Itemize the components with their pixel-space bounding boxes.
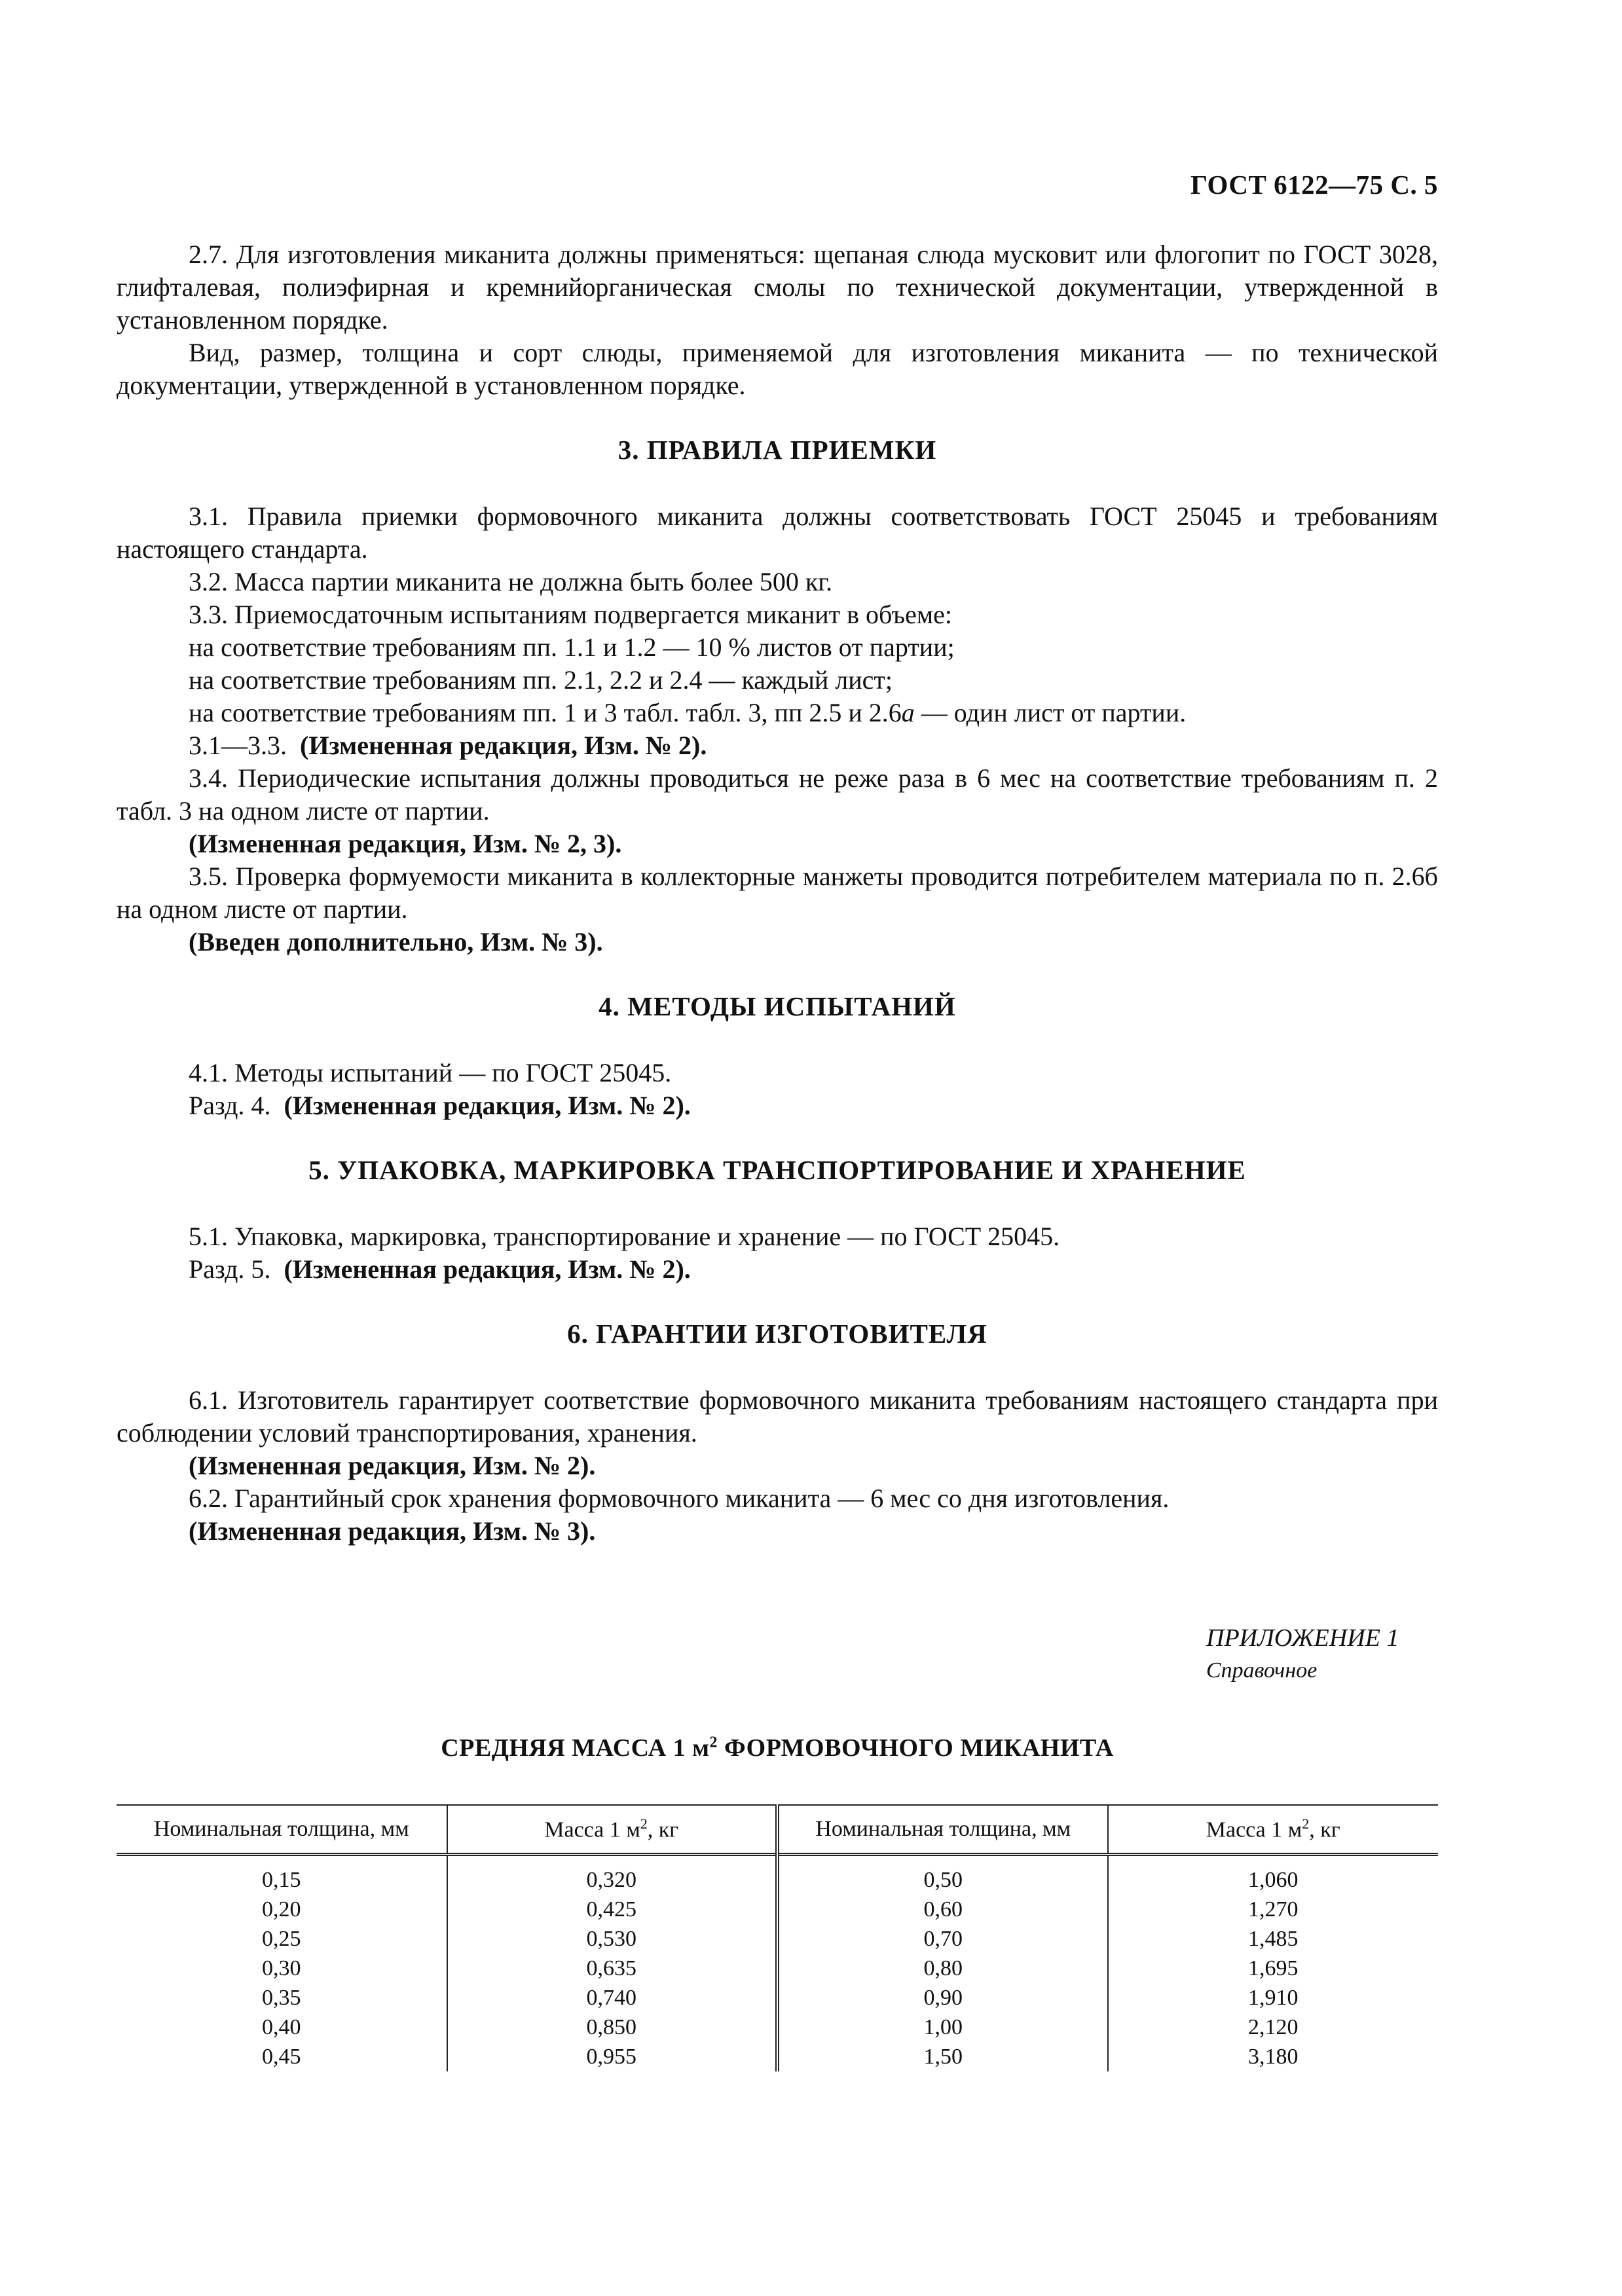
amendment-section-5 (117, 1253, 1438, 1286)
table-title-text: СРЕДНЯЯ МАССА 1 м (441, 1734, 710, 1762)
header-mass-unit: , кг (1309, 1817, 1340, 1842)
header-thickness-1: Номинальная толщина, мм (117, 1805, 447, 1855)
table-title-tail: ФОРМОВОЧНОГО МИКАНИТА (718, 1734, 1114, 1762)
paragraph-5-1: 5.1. Упаковка, маркировка, транспортирование и хранение — по ГОСТ 25045. (189, 1222, 1060, 1251)
table-cell: 0,25 (117, 1924, 447, 1954)
table-cell: 0,635 (447, 1954, 778, 1983)
table-row (117, 1983, 1438, 2013)
amendment-section-4 (117, 1089, 1438, 1122)
amendment-ref: Разд. 5. (189, 1254, 271, 1284)
table-cell: 1,060 (1248, 1868, 1299, 1892)
table-cell: 0,35 (117, 1983, 447, 2013)
paragraph-3-3-c-text: на соответствие требованиям пп. 1 и 3 табл. табл. 3, пп 2.5 и 2.6 (189, 698, 902, 727)
table-cell: 0,80 (777, 1954, 1108, 1983)
table-cell: 1,50 (777, 2042, 1108, 2071)
header-mass-text: Масса 1 м (1206, 1817, 1302, 1842)
amendment-3-1-3-3 (117, 729, 1438, 762)
table-cell: 0,740 (447, 1983, 778, 2013)
paragraph-3-3-c-italic: а (901, 698, 915, 727)
appendix-subtitle: Справочное (1206, 1658, 1318, 1683)
table-row (117, 1954, 1438, 1983)
table-row (117, 2042, 1438, 2071)
table-cell: 0,425 (447, 1895, 778, 1924)
paragraph-6-1: 6.1. Изготовитель гарантирует соответствие формовочного миканита требованиям настоящего стандарта при соблюдении условий транспортирования, хранения. (117, 1385, 1438, 1448)
paragraph-3-1: 3.1. Правила приемки формовочного миканита должны соответствовать ГОСТ 25045 и требованиям настоящего стандарта. (117, 501, 1438, 564)
header-thickness-2: Номинальная толщина, мм (777, 1805, 1108, 1855)
table-cell: 1,485 (1248, 1927, 1299, 1951)
table-cell: 0,850 (447, 2013, 778, 2042)
paragraph-3-2: 3.2. Масса партии миканита не должна быть более 500 кг. (189, 567, 833, 596)
section-5-heading: 5. УПАКОВКА, МАРКИРОВКА ТРАНСПОРТИРОВАНИЕ И ХРАНЕНИЕ (308, 1155, 1246, 1185)
table-cell: 1,270 (1248, 1897, 1299, 1922)
table-cell: 1,00 (777, 2013, 1108, 2042)
amendment-3-5: (Введен дополнительно, Изм. № 3). (189, 927, 603, 957)
paragraph-3-3-c (117, 697, 1438, 729)
table-title (117, 1734, 1438, 1762)
running-head: ГОСТ 6122—75 С. 5 (1190, 170, 1438, 200)
table-cell: 0,15 (117, 1855, 447, 1895)
amendment-ref: Разд. 4. (189, 1091, 271, 1120)
paragraph-3-4: 3.4. Периодические испытания должны проводиться не реже раза в 6 мес на соответствие требованиям п. 2 табл. 3 на одном листе от партии. (117, 763, 1438, 826)
paragraph-3-3-b: на соответствие требованиям пп. 2.1, 2.2 и 2.4 — каждый лист; (189, 665, 893, 695)
header-mass-unit: , кг (647, 1817, 679, 1842)
table-cell: 0,30 (117, 1954, 447, 1983)
paragraph-3-3-c-tail: — один лист от партии. (914, 698, 1187, 727)
paragraph-2-7-b: Вид, размер, толщина и сорт слюды, применяемой для изготовления миканита — по технической документации, утвержденной в установленном порядке. (117, 338, 1438, 400)
paragraph-2-7: 2.7. Для изготовления миканита должны применяться: щепаная слюда мусковит или флогопит по ГОСТ 3028, глифталевая, полиэфирная и кремнийорганическая смолы по технической документации, утвержденной в установленном порядке. (117, 240, 1438, 335)
table-row (117, 1855, 1438, 1895)
header-mass-sup: 2 (1302, 1815, 1310, 1832)
amendment-6-2: (Измененная редакция, Изм. № 3). (189, 1516, 596, 1546)
amendment-6-1: (Измененная редакция, Изм. № 2). (189, 1451, 596, 1480)
section-6-heading: 6. ГАРАНТИИ ИЗГОТОВИТЕЛЯ (567, 1319, 987, 1349)
table-row (117, 1924, 1438, 1954)
table-cell: 1,695 (1248, 1956, 1299, 1980)
table-cell: 0,90 (777, 1983, 1108, 2013)
amendment-note: (Измененная редакция, Изм. № 2). (300, 731, 707, 760)
mass-table (117, 1804, 1438, 2071)
table-cell: 0,320 (447, 1855, 778, 1895)
paragraph-3-3: 3.3. Приемосдаточным испытаниям подвергается миканит в объеме: (189, 600, 952, 629)
table-cell: 0,60 (777, 1895, 1108, 1924)
table-cell: 3,180 (1248, 2045, 1299, 2069)
table-cell: 0,955 (447, 2042, 778, 2071)
table-cell: 0,530 (447, 1924, 778, 1954)
header-mass-sup: 2 (640, 1815, 648, 1832)
table-cell: 0,45 (117, 2042, 447, 2071)
header-mass-2 (1108, 1805, 1439, 1855)
paragraph-6-2: 6.2. Гарантийный срок хранения формовочного миканита — 6 мес со дня изготовления. (189, 1484, 1170, 1513)
appendix-label: ПРИЛОЖЕНИЕ 1 (1206, 1624, 1399, 1652)
section-3-heading: 3. ПРАВИЛА ПРИЕМКИ (617, 435, 937, 465)
table-header-row (117, 1805, 1438, 1855)
appendix-label-block (1206, 1622, 1399, 1687)
table-row (117, 1895, 1438, 1924)
table-cell: 2,120 (1248, 2015, 1299, 2039)
table-cell: 0,40 (117, 2013, 447, 2042)
paragraph-3-5: 3.5. Проверка формуемости миканита в коллекторные манжеты проводится потребителем материала по п. 2.6б на одном листе от партии. (117, 862, 1438, 924)
header-mass-text: Масса 1 м (544, 1817, 640, 1842)
table-row (117, 2013, 1438, 2042)
amendment-note: (Измененная редакция, Изм. № 2). (284, 1091, 691, 1120)
paragraph-4-1: 4.1. Методы испытаний — по ГОСТ 25045. (189, 1058, 672, 1087)
header-mass-1 (447, 1805, 778, 1855)
section-4-heading: 4. МЕТОДЫ ИСПЫТАНИЙ (599, 991, 956, 1021)
document-body (117, 238, 1438, 1548)
amendment-ref: 3.1—3.3. (189, 731, 287, 760)
table-cell: 0,20 (117, 1895, 447, 1924)
table-cell: 0,50 (777, 1855, 1108, 1895)
table-cell: 0,70 (777, 1924, 1108, 1954)
table-cell: 1,910 (1248, 1986, 1299, 2010)
amendment-3-4: (Измененная редакция, Изм. № 2, 3). (189, 829, 622, 858)
paragraph-3-3-a: на соответствие требованиям пп. 1.1 и 1.2 — 10 % листов от партии; (189, 632, 955, 662)
amendment-note: (Измененная редакция, Изм. № 2). (284, 1254, 691, 1284)
table-title-superscript: 2 (709, 1734, 718, 1751)
